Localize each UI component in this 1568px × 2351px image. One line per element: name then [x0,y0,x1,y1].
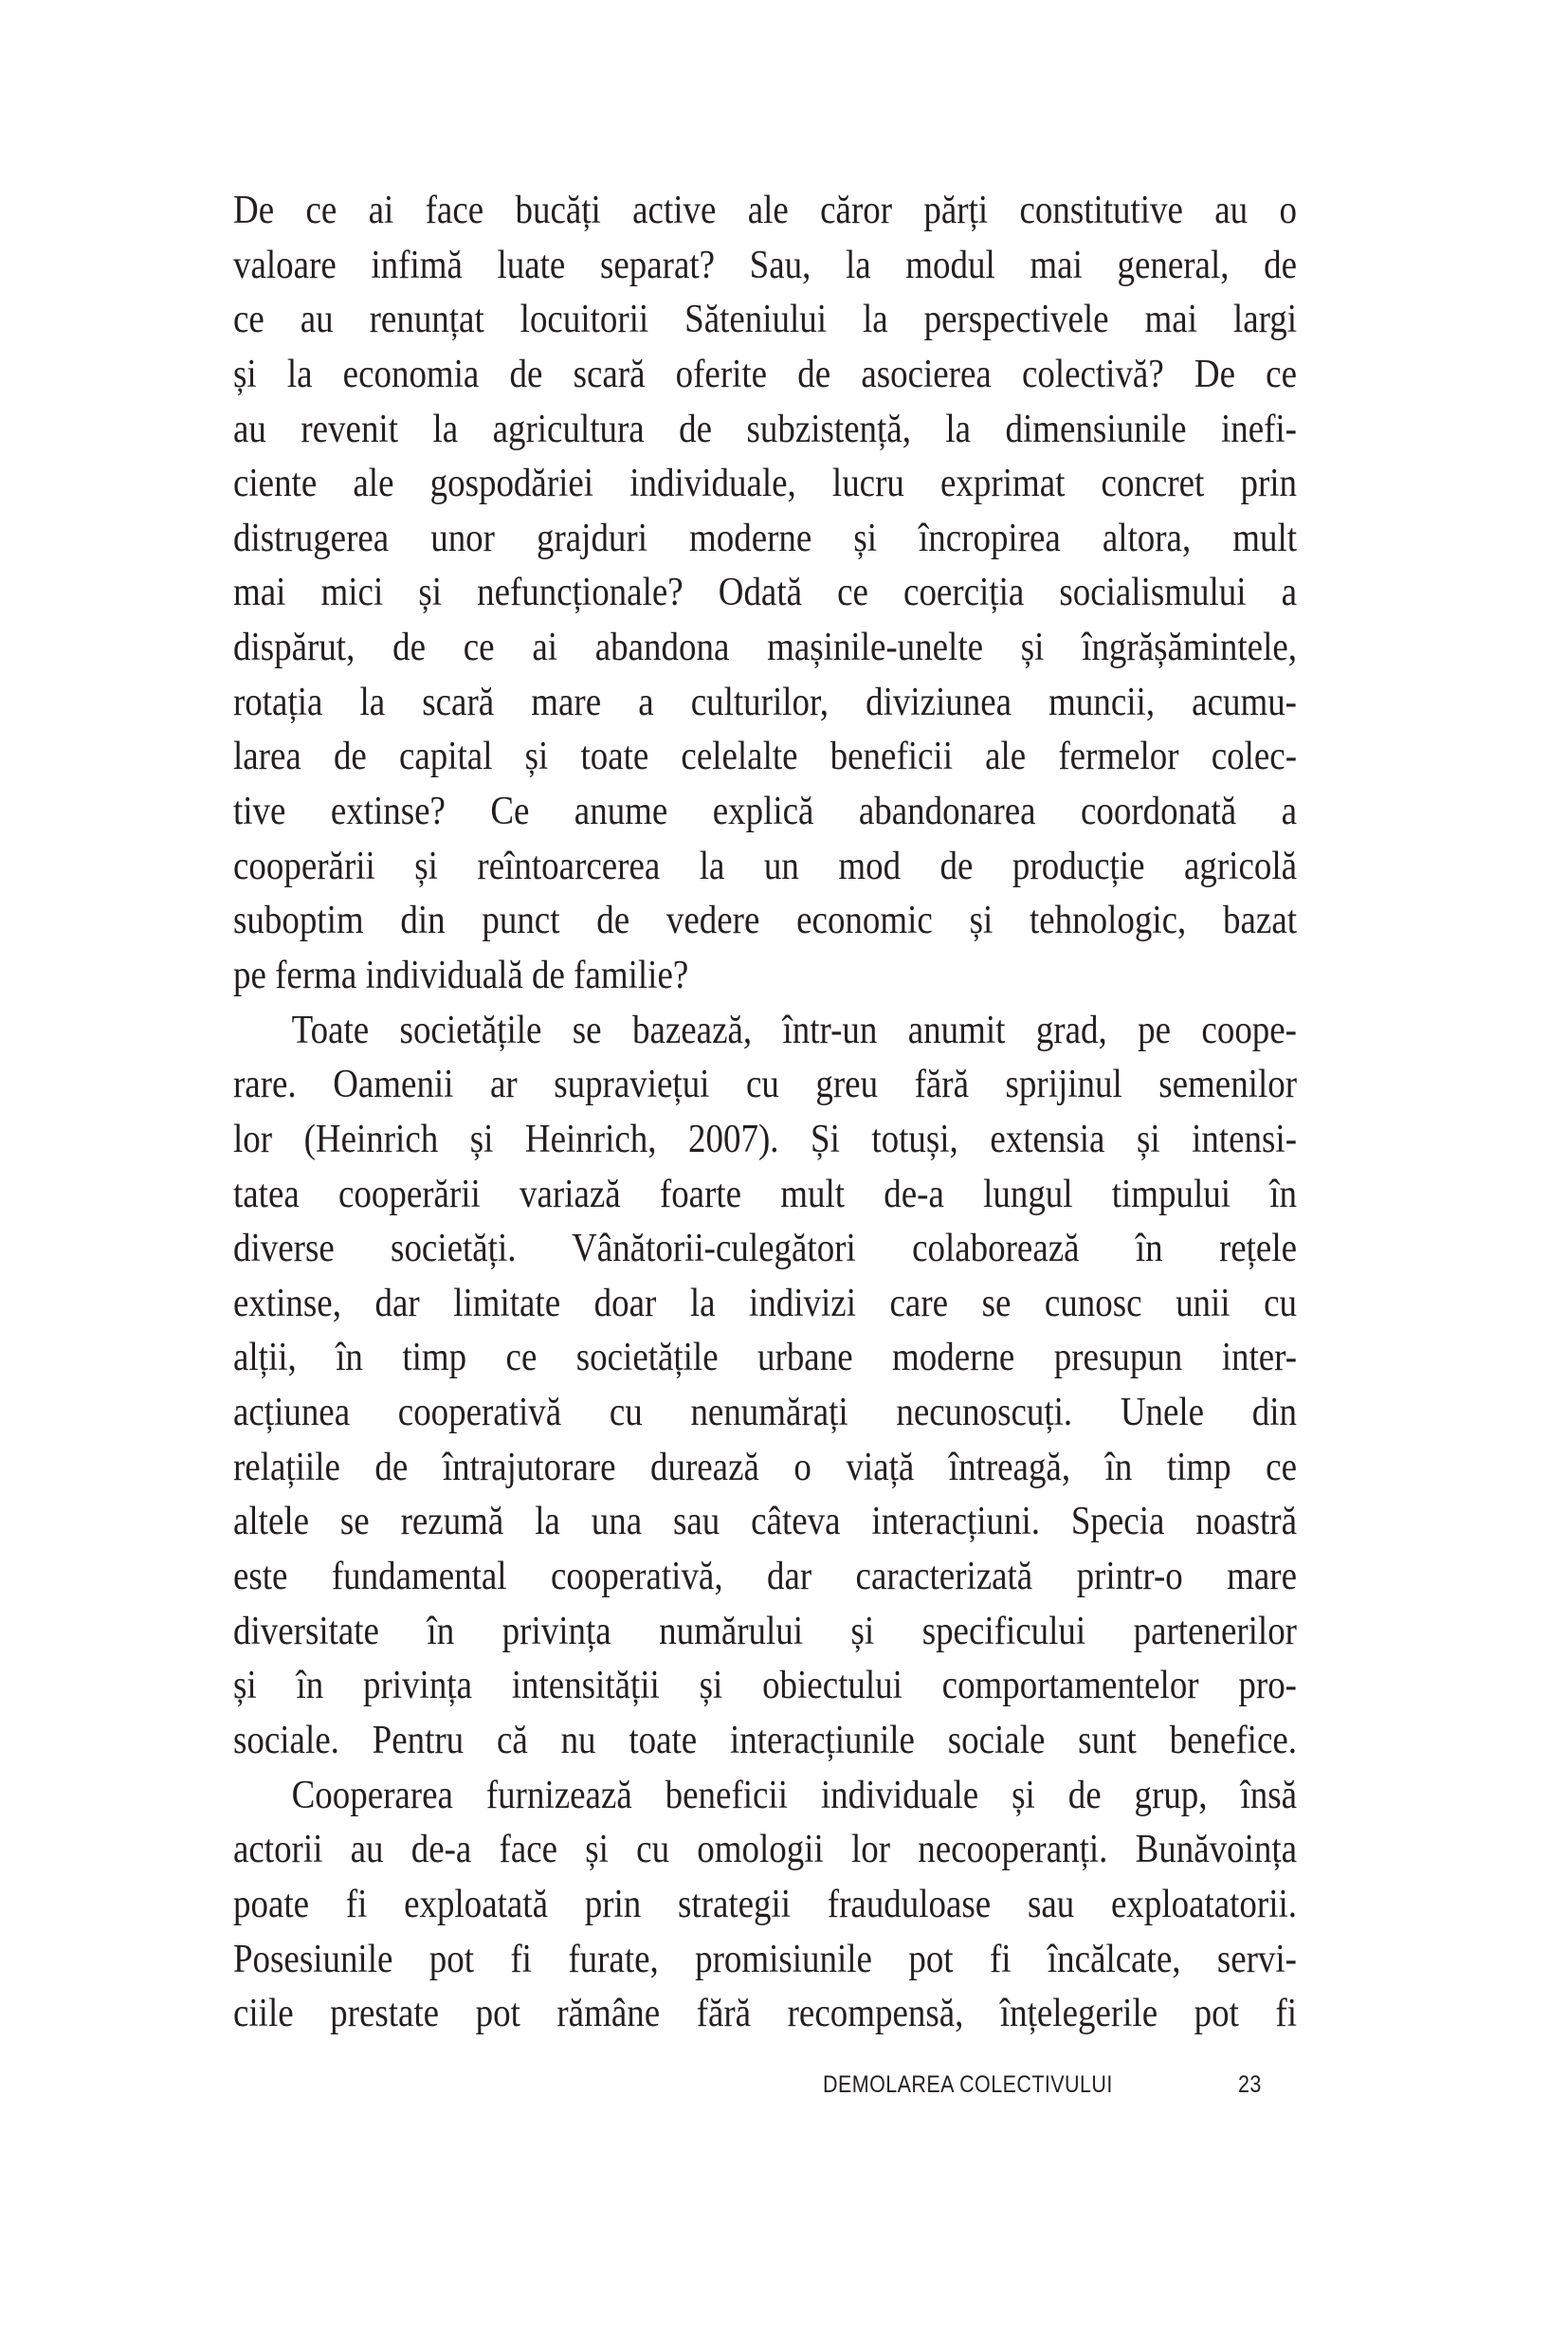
text-line: extinse, dar limitate doar la indivizi care se cunosc unii cu [233,1281,1297,1325]
text-line: Posesiunile pot fi furate, promisiunile pot fi încălcate, servi- [233,1937,1297,1981]
text-line: și la economia de scară oferite de asocierea colectivă? De ce [233,352,1297,396]
text-line: lor (Heinrich și Heinrich, 2007). Și totuși, extensia și intensi- [233,1117,1297,1161]
text-line: altele se rezumă la una sau câteva interacțiuni. Specia noastră [233,1500,1297,1544]
running-footer [823,2071,1297,2105]
text-line: Toate societățile se bazează, într-un anumit grad, pe coope- [291,1008,1298,1052]
body-text [233,184,1297,2042]
text-line: tatea cooperării variază foarte mult de-a lungul timpului în [233,1172,1297,1216]
text-line: dispărut, de ce ai abandona mașinile-unelte și îngrășămintele, [233,626,1297,670]
text-line: valoare infimă luate separat? Sau, la modul mai general, de [233,243,1297,287]
text-line: larea de capital și toate celelalte beneficii ale fermelor colec- [233,735,1297,779]
text-line: au revenit la agricultura de subzistență, la dimensiunile inefi- [233,407,1297,451]
text-line: diversitate în privința numărului și specificului partenerilor [233,1609,1297,1653]
page-number: 23 [1238,2071,1262,2098]
text-line: sociale. Pentru că nu toate interacțiunile sociale sunt benefice. [233,1718,1297,1762]
text-line: rare. Oamenii ar supraviețui cu greu fără sprijinul semenilor [233,1063,1297,1107]
text-line: poate fi exploatată prin strategii frauduloase sau exploatatorii. [233,1882,1297,1926]
paragraph-1 [233,184,1297,1004]
text-line: mai mici și nefuncționale? Odată ce coerciția socialismului a [233,571,1297,615]
text-line: suboptim din punct de vedere economic și tehnologic, bazat [233,899,1297,943]
text-line: De ce ai face bucăți active ale căror părți constitutive au o [233,189,1297,232]
text-line: actorii au de-a face și cu omologii lor necooperanți. Bunăvoința [233,1828,1297,1872]
text-line: distrugerea unor grajduri moderne și încropirea altora, mult [233,516,1297,560]
text-line: Cooperarea furnizează beneficii individuale și de grup, însă [291,1773,1298,1817]
text-line: și în privința intensității și obiectului comportamentelor pro- [233,1664,1297,1708]
text-line: ciente ale gospodăriei individuale, lucru exprimat concret prin [233,462,1297,506]
text-line: relațiile de întrajutorare durează o viață întreagă, în timp ce [233,1445,1297,1489]
paragraph-3 [233,1769,1297,2042]
text-line: este fundamental cooperativă, dar caracterizată printr-o mare [233,1555,1297,1599]
text-line: cooperării și reîntoarcerea la un mod de producție agricolă [233,844,1297,888]
text-line: tive extinse? Ce anume explică abandonarea coordonată a [233,790,1297,834]
text-line: acțiunea cooperativă cu nenumărați necunoscuți. Unele din [233,1391,1297,1435]
running-title: DEMOLAREA COLECTIVULUI [823,2071,1113,2098]
text-line: ce au renunțat locuitorii Săteniului la perspectivele mai largi [233,298,1297,342]
text-line: rotația la scară mare a culturilor, diviziunea muncii, acumu- [233,680,1297,724]
text-line: pe ferma individuală de familie? [233,953,689,997]
text-line: ciile prestate pot rămâne fără recompensă, înțelegerile pot fi [233,1992,1297,2036]
text-line: alții, în timp ce societățile urbane moderne presupun inter- [233,1336,1297,1380]
text-line: diverse societăți. Vânătorii-culegători colaborează în rețele [233,1227,1297,1271]
paragraph-2 [233,1004,1297,1769]
